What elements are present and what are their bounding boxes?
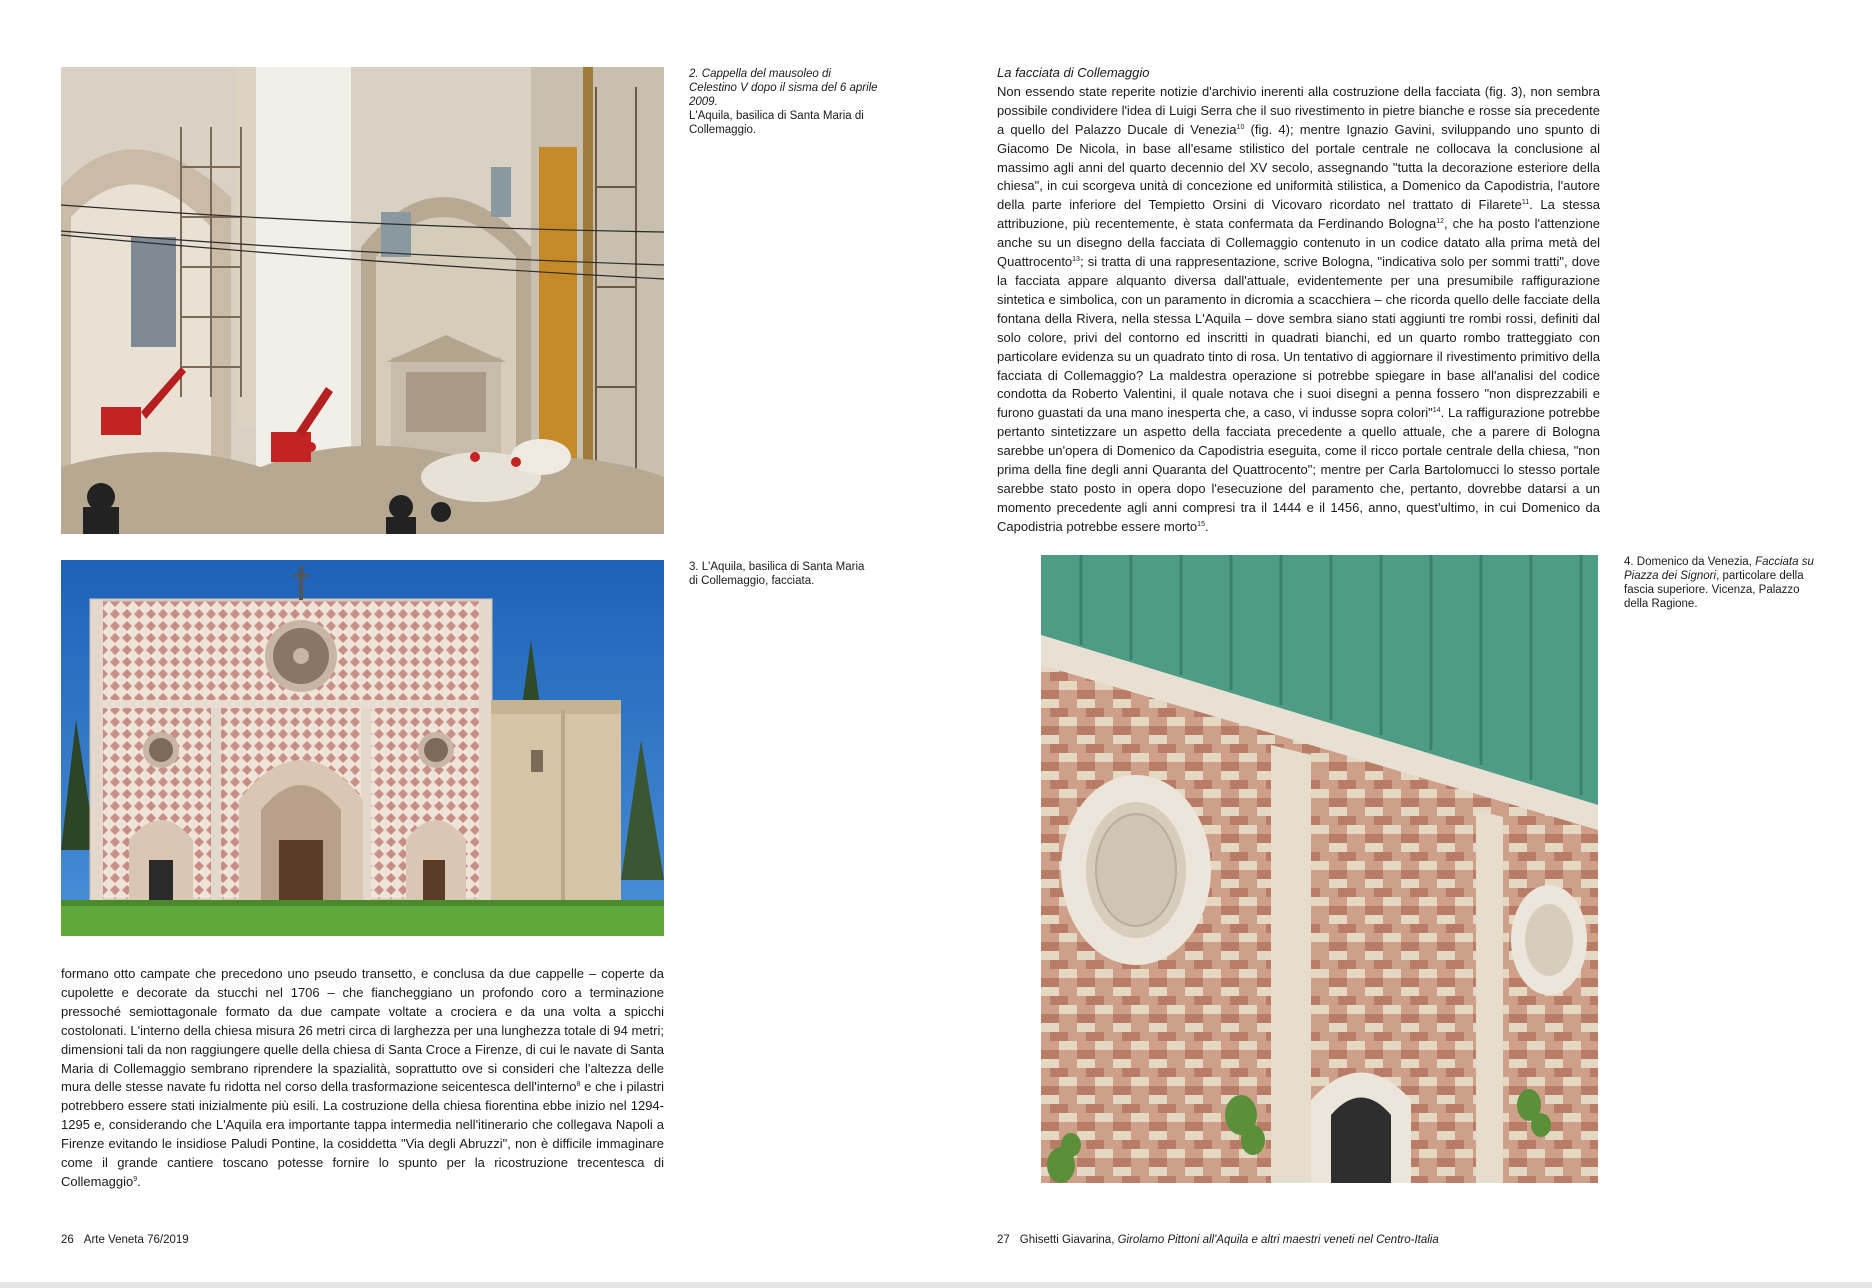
figure-3-caption-text: 3. L'Aquila, basilica di Santa Maria di Collemaggio, facciata. xyxy=(689,561,865,587)
page-number: 27 xyxy=(997,1234,1010,1246)
left-body-text xyxy=(61,965,664,1192)
right-body-text xyxy=(997,64,1600,537)
footnote-ref: 9 xyxy=(133,1175,138,1183)
figure-2-photo xyxy=(61,67,664,534)
footnote-ref: 10 xyxy=(1236,123,1245,131)
footnote-ref: 15 xyxy=(1197,520,1205,528)
figure-3-photo xyxy=(61,560,664,936)
footnote-ref: 13 xyxy=(1072,256,1080,264)
page-bottom-edge xyxy=(0,1282,1872,1288)
figure-4-caption xyxy=(1624,555,1814,611)
right-folio xyxy=(997,1233,1439,1247)
footnote-ref: 11 xyxy=(1521,199,1530,207)
footnote-ref: 8 xyxy=(576,1081,581,1089)
figure-4-caption-post: , particolare della fascia superiore. Vicenza, Palazzo della Ragione. xyxy=(1624,570,1804,610)
right-paragraph: Non essendo state reperite notizie d'archivio inerenti alla costruzione della facciata (fig. 3), non sembra possibile condividere l'idea di Luigi Serra che il suo rivestimento in pietre bianche e rosse sia precedente a quello del Palazzo Ducale di Venezia$^{10}$ (fig. 4); mentre Ignazio Gavini, sviluppando uno spunto di Giacomo De Nicola, in base all'esame stilistico del portale centrale ne collocava la conclusione al massimo agli anni del quarto decennio del XV secolo, assegnando "tutta la decorazione esteriore della chiesa", in cui scorgeva unità di concezione ed uniformità stilistica, a Domenico da Capodistria, l'autore della parte inferiore del Tempietto Orsini di Vicovaro ricordato nel trattato di Filarete$^{11}$. La stessa attribuzione, più recentemente, è stata confermata da Ferdinando Bologna$^{12}$, che ha posto l'attenzione anche su un disegno della facciata di Collemaggio contenuto in un codice datato alla prima metà del Quattrocento$^{13}$; si tratta di una rappresentazione, scrive Bologna, "indicativa solo per sommi tratti", dove la facciata appare alquanto diversa dall'attuale, evidentemente per una presumibile raffigurazione sintetica e simbolica, con un paramento in dicromia a scacchiera – che ricorda quello delle facciate della fontana della Rivera, nella stessa L'Aquila – dove sembra siano stati aggiunti tre rombi rossi, definiti dal solo colore, privi del contorno ed inscritti in quadrati bianchi, ed un quarto rombo tratteggiato con particolare evidenza su un quadrato tinto di rosa. Un tentativo di aggiornare il rivestimento primitivo della facciata di Collemaggio? La maldestra operazione si potrebbe spiegare in base all'analisi del codice condotta da Roberto Valentini, il quale notava che i suoi disegni a penna fossero "non disprezzabili e furono guastati da una mano inesperta che, a caso, vi indusse sopra colori"$^{14}$. La raffigurazione potrebbe pertanto sintetizzare un aspetto della facciata precedente a quello attuale, che a parere di Bologna sarebbe un'opera di Domenico da Capodistria eseguita, come il ricco portale centrale della chiesa, "non prima della fine degli anni Quaranta del Quattrocento"; mentre per Carla Bartolomucci lo stesso portale sarebbe stato posto in opera dopo l'esecuzione del paramento che, pertanto, dovrebbe datarsi a un momento precedente agli anni compresi tra il 1444 e il 1456, anno, quest'ultimo, in cui Domenico da Capodistria potrebbe essere morto$^{15}$. xyxy=(997,83,1600,534)
figure-3-caption xyxy=(689,560,869,588)
page-number: 26 xyxy=(61,1234,74,1246)
running-author: Ghisetti Giavarina, xyxy=(1019,1234,1118,1246)
left-folio xyxy=(61,1233,189,1247)
footnote-ref: 14 xyxy=(1432,407,1441,415)
left-paragraph: formano otto campate che precedono uno pseudo transetto, e conclusa da due cappelle – coperte da cupolette e decorate da stucchi nel 1706 – che fiancheggiano un profondo coro a terminazione pressoché semiottagonale formato da due campate voltate a crociera e da una volta a spicchi costolonati. L'interno della chiesa misura 26 metri circa di larghezza per una lunghezza totale di 94 metri; dimensioni tali da non raggiungere quelle della chiesa di Santa Croce a Firenze, di cui le navate di Santa Maria di Collemaggio sembrano riprendere la spazialità, soprattutto ove si consideri che l'altezza delle mura delle stesse navate fu ridotta nel corso della trasformazione seicentesca dell'interno$^8$ e che i pilastri potrebbero essere stati inizialmente più esili. La costruzione della chiesa fiorentina ebbe inizio nel 1294-1295 e, considerando che L'Aquila era importante tappa intermedia nell'itinerario che collegava Napoli a Firenze evitando le insidiose Paludi Pontine, la cosiddetta "Via degli Abruzzi", non è difficile immaginare come il grande cantiere toscano potesse fornire lo spunto per la ricostruzione trecentesca di Collemaggio$^9$. xyxy=(61,966,665,1189)
section-heading: La facciata di Collemaggio xyxy=(997,65,1150,80)
running-title: Girolamo Pittoni all'Aquila e altri maestri veneti nel Centro-Italia xyxy=(1117,1234,1439,1246)
figure-2-caption-italic: 2. Cappella del mausoleo di Celestino V dopo il sisma del 6 aprile 2009. xyxy=(689,68,878,108)
footnote-ref: 12 xyxy=(1436,218,1445,226)
figure-4-caption-pre: 4. Domenico da Venezia, xyxy=(1624,556,1756,568)
figure-4-photo xyxy=(1041,555,1598,1183)
figure-2-caption xyxy=(689,67,879,137)
figure-2-caption-roman: L'Aquila, basilica di Santa Maria di Collemaggio. xyxy=(689,110,864,136)
running-title: Arte Veneta 76/2019 xyxy=(83,1234,189,1246)
figure-4-caption-italic: Facciata su Piazza dei Signori xyxy=(1624,556,1814,582)
